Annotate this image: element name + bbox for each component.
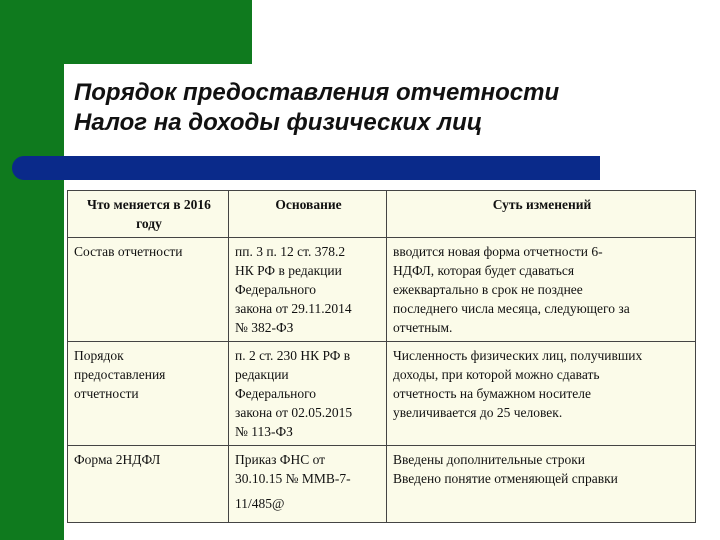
title-underline-bar — [12, 156, 600, 180]
basis-line: закона от 02.05.2015 — [235, 405, 353, 420]
table-row — [68, 446, 696, 523]
cell-basis — [229, 446, 387, 523]
essence-line: НДФЛ, которая будет сдаваться — [393, 263, 575, 278]
what-line: Порядок — [74, 348, 124, 363]
essence-line: Введено понятие отменяющей справки — [393, 471, 618, 486]
table-row — [68, 238, 696, 342]
basis-line: Федерального — [235, 386, 317, 401]
basis-line: закона от 29.11.2014 — [235, 301, 352, 316]
cell-basis — [229, 238, 387, 342]
basis-line: 11/485@ — [235, 496, 285, 511]
basis-line: Федерального — [235, 282, 317, 297]
essence-line: вводится новая форма отчетности 6- — [393, 244, 603, 259]
header-essence: Суть изменений — [387, 191, 696, 238]
table-row — [68, 342, 696, 446]
basis-line: 30.10.15 № ММВ-7- — [235, 471, 351, 486]
header-what-changes: Что меняется в 2016 году — [68, 191, 229, 238]
cell-essence — [387, 238, 696, 342]
essence-line: увеличивается до 25 человек. — [393, 405, 563, 420]
basis-line: п. 2 ст. 230 НК РФ в — [235, 348, 351, 363]
essence-line: Численность физических лиц, получивших — [393, 348, 643, 363]
bar-body — [24, 156, 600, 180]
title-line-2: Налог на доходы физических лиц — [74, 109, 483, 136]
slide-title — [74, 78, 694, 138]
what-line: предоставления — [74, 367, 166, 382]
essence-line: доходы, при которой можно сдавать — [393, 367, 600, 382]
basis-line: Приказ ФНС от — [235, 452, 326, 467]
cell-essence — [387, 446, 696, 523]
cell-basis — [229, 342, 387, 446]
essence-line: последнего числа месяца, следующего за — [393, 301, 630, 316]
changes-table — [67, 190, 696, 523]
cell-what: Состав отчетности — [68, 238, 229, 342]
cell-what: Форма 2НДФЛ — [68, 446, 229, 523]
what-line: отчетности — [74, 386, 139, 401]
cell-what — [68, 342, 229, 446]
basis-line: НК РФ в редакции — [235, 263, 342, 278]
header-basis: Основание — [229, 191, 387, 238]
basis-line: редакции — [235, 367, 289, 382]
basis-line: № 113-ФЗ — [235, 424, 293, 439]
essence-line: отчетность на бумажном носителе — [393, 386, 591, 401]
basis-line: № 382-ФЗ — [235, 320, 294, 335]
basis-line: пп. 3 п. 12 ст. 378.2 — [235, 244, 346, 259]
essence-line: отчетным. — [393, 320, 453, 335]
cell-essence — [387, 342, 696, 446]
essence-line: ежеквартально в срок не позднее — [393, 282, 583, 297]
title-line-1: Порядок предоставления отчетности — [74, 79, 560, 106]
table-header-row — [68, 191, 696, 238]
essence-line: Введены дополнительные строки — [393, 452, 586, 467]
